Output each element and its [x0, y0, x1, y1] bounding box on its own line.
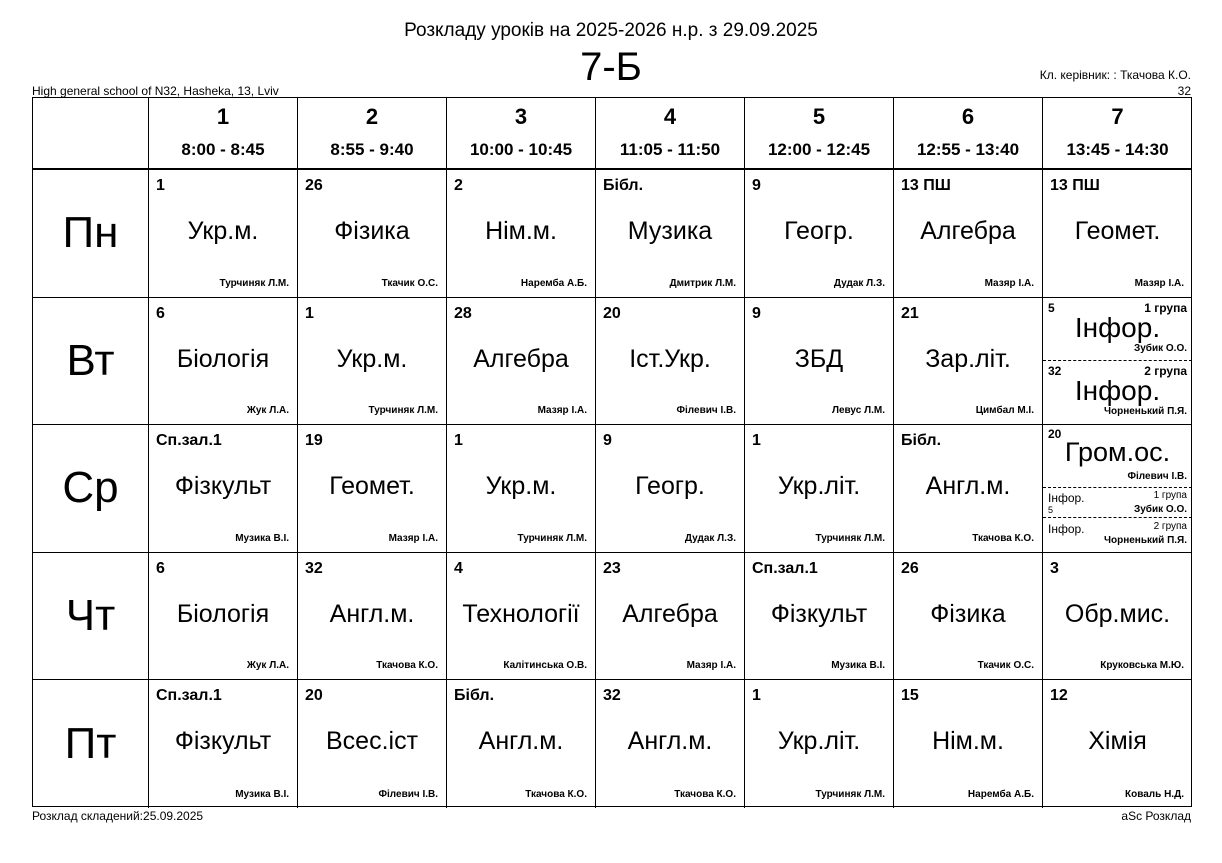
day-label: Пт: [33, 680, 149, 808]
lesson-teacher: Музика В.І.: [235, 532, 289, 544]
lesson-room: 28: [454, 304, 472, 322]
period-header: [149, 98, 298, 170]
lesson-teacher: Турчиняк Л.М.: [517, 532, 587, 544]
lesson-subject: Укр.м.: [485, 472, 557, 501]
lesson-teacher: Ткачик О.С.: [977, 660, 1034, 672]
lesson-room: 21: [901, 304, 919, 322]
lesson-subject: Алгебра: [473, 344, 569, 373]
lesson-cell[interactable]: [298, 298, 447, 426]
lesson-room: 20: [1048, 427, 1062, 442]
lesson-cell[interactable]: [149, 425, 298, 553]
lesson-teacher: Ткачова К.О.: [972, 532, 1034, 544]
lesson-room: Сп.зал.1: [156, 687, 222, 705]
lesson-cell[interactable]: [298, 553, 447, 681]
lesson-teacher: Турчиняк Л.М.: [368, 405, 438, 417]
group-lesson[interactable]: [1043, 487, 1192, 518]
lesson-cell[interactable]: [149, 298, 298, 426]
group-lesson[interactable]: [1043, 298, 1192, 361]
lesson-cell[interactable]: [149, 170, 298, 298]
lesson-cell[interactable]: [447, 680, 596, 808]
period-time: 8:55 - 9:40: [330, 140, 414, 159]
lesson-teacher: Мазяр І.А.: [537, 405, 587, 417]
group-label: 2 група: [1144, 363, 1187, 378]
lesson-teacher: Музика В.І.: [235, 788, 289, 800]
day-label: Вт: [33, 298, 149, 426]
lesson-room: 9: [603, 432, 612, 450]
lesson-room: 1: [305, 304, 314, 322]
lesson-teacher: Музика В.І.: [831, 660, 885, 672]
lesson-subject: Геогр.: [784, 217, 854, 245]
lesson-room: 23: [603, 559, 621, 577]
lesson-cell[interactable]: [596, 298, 745, 426]
lesson-subject: Зар.літ.: [925, 344, 1011, 373]
lesson-room: 4: [454, 559, 463, 577]
lesson-room: Сп.зал.1: [752, 559, 818, 577]
lesson-teacher: Дудак Л.З.: [684, 532, 736, 544]
lesson-room: 5: [1048, 300, 1055, 315]
group-label: 1 група: [1153, 490, 1187, 502]
lesson-room: Бібл.: [603, 177, 644, 194]
lesson-cell[interactable]: [894, 680, 1043, 808]
lesson-room: 20: [603, 304, 621, 322]
lesson-subject: Алгебра: [920, 217, 1016, 245]
lesson-subject: Англ.м.: [925, 472, 1011, 501]
period-number: 4: [663, 104, 677, 129]
lesson-cell[interactable]: [447, 298, 596, 426]
lesson-room: 5: [1048, 505, 1054, 516]
lesson-subject: Біологія: [176, 599, 270, 628]
lesson-subject: Іст.Укр.: [629, 344, 711, 373]
school-name: High general school of N32, Hasheka, 13, Lviv: [32, 84, 279, 98]
lesson-room: 32: [1048, 363, 1062, 378]
lesson-teacher: Чорненький П.Я.: [1103, 405, 1187, 417]
lesson-teacher: Жук Л.А.: [246, 660, 289, 672]
lesson-room: Бібл.: [454, 687, 495, 705]
lesson-subject: Музика: [627, 217, 713, 245]
lesson-cell[interactable]: [447, 425, 596, 553]
lesson-subject: Всес.іст: [325, 727, 419, 756]
lesson-teacher: Мазяр І.А.: [1134, 277, 1184, 289]
lesson-cell[interactable]: [1043, 298, 1192, 426]
period-number: 3: [514, 104, 528, 129]
period-header: [298, 98, 447, 170]
lesson-cell[interactable]: [149, 680, 298, 808]
lesson-cell[interactable]: [298, 425, 447, 553]
lesson-subject: Англ.м.: [627, 727, 713, 756]
lesson-cell[interactable]: [447, 170, 596, 298]
lesson-cell[interactable]: [745, 170, 894, 298]
lesson-subject: Англ.м.: [478, 727, 564, 756]
created-date: Розклад складений:25.09.2025: [32, 809, 204, 823]
lesson-room: 9: [752, 304, 761, 322]
lesson-room: 13 ПШ: [901, 177, 951, 194]
lesson-subject: Інфор.: [1074, 374, 1161, 406]
lesson-room: 6: [156, 559, 165, 577]
lesson-teacher: Мазяр І.А.: [388, 532, 438, 544]
period-number: 5: [812, 104, 826, 129]
lesson-room: 9: [752, 177, 761, 194]
lesson-cell[interactable]: [149, 553, 298, 681]
period-header: [894, 98, 1043, 170]
lesson-cell[interactable]: [447, 553, 596, 681]
lesson-room: 6: [156, 304, 165, 322]
lesson-teacher: Мазяр І.А.: [686, 660, 736, 672]
lesson-room: 32: [305, 559, 323, 577]
lesson-teacher: Наремба А.Б.: [520, 277, 587, 289]
lesson-subject: Геогр.: [635, 472, 705, 501]
lesson-room: Сп.зал.1: [156, 432, 222, 450]
lesson-teacher: Турчиняк Л.М.: [219, 277, 289, 289]
day-label: Чт: [33, 553, 149, 681]
lesson-cell[interactable]: [1043, 553, 1192, 681]
timetable-grid: [32, 97, 1192, 807]
lesson-cell[interactable]: [745, 680, 894, 808]
lesson-teacher: Мазяр І.А.: [984, 277, 1034, 289]
lesson-teacher: Зубик О.О.: [1133, 504, 1187, 516]
period-number: 7: [1111, 104, 1124, 129]
lesson-teacher: Коваль Н.Д.: [1125, 788, 1184, 800]
period-number: 2: [365, 104, 379, 129]
lesson-subject: Фізкульт: [174, 472, 272, 501]
group-label: 2 група: [1153, 521, 1187, 533]
lesson-subject: Укр.м.: [336, 344, 408, 373]
lesson-room: Бібл.: [901, 432, 942, 450]
lesson-subject: Нім.м.: [485, 217, 557, 245]
lesson-subject: Англ.м.: [329, 599, 415, 628]
period-number: 6: [961, 104, 975, 129]
lesson-room: 1: [752, 432, 761, 450]
lesson-teacher: Ткачова К.О.: [376, 660, 438, 672]
lesson-room: 1: [156, 177, 165, 194]
lesson-teacher: Ткачова К.О.: [674, 788, 736, 800]
lesson-room: 26: [901, 559, 919, 577]
lesson-room: 12: [1050, 687, 1068, 705]
lesson-subject: ЗБД: [794, 344, 844, 373]
lesson-teacher: Калітинська О.В.: [503, 660, 587, 672]
lesson-teacher: Ткачик О.С.: [381, 277, 438, 289]
lesson-teacher: Левус Л.М.: [831, 405, 885, 417]
lesson-subject: Хімія: [1088, 727, 1147, 756]
lesson-room: 1: [454, 432, 463, 450]
lesson-teacher: Турчиняк Л.М.: [815, 788, 885, 800]
lesson-teacher: Турчиняк Л.М.: [815, 532, 885, 544]
lesson-room: 19: [305, 432, 323, 450]
period-header: [596, 98, 745, 170]
lesson-subject: Геомет.: [329, 472, 415, 501]
lesson-cell[interactable]: [298, 680, 447, 808]
lesson-cell[interactable]: [1043, 170, 1192, 298]
group-lesson[interactable]: [1043, 361, 1192, 424]
lesson-subject: Фізкульт: [770, 599, 868, 628]
lesson-subject: Технології: [462, 599, 580, 628]
lesson-teacher: Ткачова К.О.: [525, 788, 587, 800]
lesson-subject: Нім.м.: [932, 727, 1004, 756]
lesson-teacher: Дмитрик Л.М.: [669, 277, 736, 289]
period-header: [447, 98, 596, 170]
group-label: 1 група: [1144, 300, 1187, 315]
lesson-cell[interactable]: [894, 298, 1043, 426]
lesson-cell[interactable]: [596, 170, 745, 298]
lesson-teacher: Філевич І.В.: [1127, 471, 1187, 483]
lesson-teacher: Цимбал М.І.: [975, 405, 1034, 417]
lesson-subject: Інфор.: [1074, 311, 1161, 343]
lesson-teacher: Жук Л.А.: [246, 405, 289, 417]
lesson-teacher: Круковська М.Ю.: [1100, 660, 1184, 672]
lesson-subject: Гром.ос.: [1064, 437, 1171, 468]
timetable-title: Розкладу уроків на 2025-2026 н.р. з 29.09.2025: [404, 20, 818, 41]
lesson-room: 1: [752, 687, 761, 705]
lesson-subject: Інфор.: [1048, 491, 1085, 506]
day-label: Ср: [33, 425, 149, 553]
lesson-cell[interactable]: [596, 680, 745, 808]
main-lesson[interactable]: [1043, 425, 1192, 488]
lesson-subject: Обр.мис.: [1064, 599, 1171, 628]
lesson-teacher: Чорненький П.Я.: [1103, 535, 1187, 547]
lesson-subject: Укр.літ.: [777, 727, 861, 756]
period-time: 10:00 - 10:45: [469, 140, 573, 159]
lesson-cell[interactable]: [596, 425, 745, 553]
lesson-subject: Алгебра: [622, 599, 718, 628]
lesson-cell[interactable]: [894, 425, 1043, 553]
period-time: 12:00 - 12:45: [767, 140, 871, 159]
lesson-subject: Фізкульт: [174, 727, 272, 756]
lesson-subject: Укр.літ.: [777, 472, 861, 501]
lesson-subject: Укр.м.: [187, 217, 259, 245]
period-time: 13:45 - 14:30: [1066, 140, 1169, 159]
period-time: 11:05 - 11:50: [619, 140, 721, 159]
lesson-teacher: Зубик О.О.: [1133, 342, 1187, 354]
lesson-subject: Геомет.: [1074, 217, 1161, 245]
lesson-cell[interactable]: [745, 553, 894, 681]
lesson-room: 15: [901, 687, 919, 705]
class-teacher: Кл. керівник: : Ткачова К.О.: [1039, 68, 1191, 82]
period-time: 12:55 - 13:40: [916, 140, 1020, 159]
lesson-subject: Інфор.: [1048, 522, 1085, 537]
day-label: Пн: [33, 170, 149, 298]
lesson-subject: Фізика: [930, 599, 1006, 628]
lesson-teacher: Філевич І.В.: [378, 788, 438, 800]
lesson-room: 26: [305, 177, 323, 194]
lesson-cell[interactable]: [596, 553, 745, 681]
lesson-cell[interactable]: [1043, 425, 1192, 553]
lesson-cell[interactable]: [298, 170, 447, 298]
lesson-cell[interactable]: [894, 553, 1043, 681]
lesson-room: 32: [603, 687, 621, 705]
lesson-room: 20: [305, 687, 323, 705]
lesson-cell[interactable]: [894, 170, 1043, 298]
lesson-cell[interactable]: [745, 298, 894, 426]
class-name: 7-Б: [580, 45, 642, 89]
lesson-teacher: Наремба А.Б.: [967, 788, 1034, 800]
period-time: 8:00 - 8:45: [181, 140, 265, 159]
lesson-teacher: Дудак Л.З.: [833, 277, 885, 289]
class-room: 32: [1177, 84, 1191, 98]
lesson-teacher: Філевич І.В.: [676, 405, 736, 417]
lesson-room: 3: [1050, 559, 1059, 577]
lesson-cell[interactable]: [1043, 680, 1192, 808]
lesson-room: 2: [454, 177, 463, 194]
period-number: 1: [216, 104, 230, 129]
lesson-cell[interactable]: [745, 425, 894, 553]
corner-cell: [33, 98, 149, 170]
lesson-subject: Фізика: [334, 217, 410, 245]
period-header: [1043, 98, 1192, 170]
app-brand: aSc Розклад: [1121, 809, 1191, 823]
lesson-subject: Біологія: [176, 344, 270, 373]
period-header: [745, 98, 894, 170]
group-lesson[interactable]: [1043, 518, 1192, 549]
lesson-room: 13 ПШ: [1050, 177, 1100, 194]
